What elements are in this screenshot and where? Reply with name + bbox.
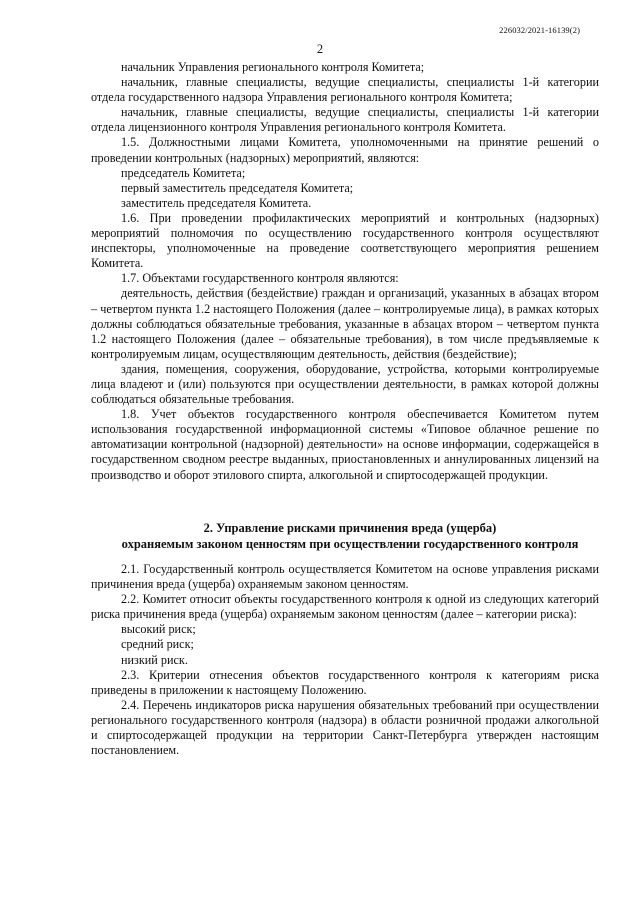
- section-body: [91, 562, 599, 758]
- paragraph: первый заместитель председателя Комитета;: [121, 180, 354, 195]
- paragraph: начальник Управления регионального контроля Комитета;: [121, 60, 425, 74]
- list-item: высокий риск;: [121, 622, 196, 637]
- paragraph: начальник, главные специалисты, ведущие специалисты, специалисты 1-й категории отдела государственного надзора Управления регионального контроля Комитета;: [91, 75, 599, 105]
- section-heading: [60, 521, 640, 552]
- list-item: низкий риск.: [121, 652, 188, 667]
- section-title-line-1: 2. Управление рисками причинения вреда (ущерба): [203, 521, 497, 535]
- paragraph: деятельность, действия (бездействие) граждан и организаций, указанных в абзацах втором – четвертом пункта 1.2 настоящего Положения (далее – контролируемые лица), в рамках которых должны соблюдаться обязательные требования, указанные в абзацах втором – четвертом пункта 1.2 настоящего Положения (далее – обязательные требования), в том числе предъявляемые к контролируемым лицам, осуществляющим деятельность, действия (бездействие);: [91, 286, 599, 361]
- section-title-line-2: охраняемым законом ценностям при осуществлении государственного контроля: [121, 536, 579, 551]
- paragraph: 2.2. Комитет относит объекты государственного контроля к одной из следующих категорий риска причинения вреда (ущерба) охраняемым законом ценностям (далее – категории риска):: [91, 592, 599, 622]
- paragraph: здания, помещения, сооружения, оборудование, устройства, которыми контролируемые лица владеют и (или) пользуются при осуществлении деятельности, в рамках которой должны соблюдаться обязательные требования.: [91, 361, 599, 407]
- paragraph: 2.4. Перечень индикаторов риска нарушения обязательных требований при осуществлении регионального государственного контроля (надзора) в области розничной продажи алкогольной и спиртосодержащей продукции на территории Санкт-Петербурга утвержден настоящим постановлением.: [91, 697, 599, 758]
- paragraph: 1.5. Должностными лицами Комитета, уполномоченными на принятие решений о проведении контрольных (надзорных) мероприятий, являются:: [91, 135, 599, 165]
- paragraph: председатель Комитета;: [121, 165, 246, 180]
- paragraph: 1.8. Учет объектов государственного контроля обеспечивается Комитетом путем использования государственной информационной системы «Типовое облачное решение по автоматизации контрольной (надзорной) деятельности» на основе информации, содержащейся в государственном сводном реестре выданных, приостановленных и аннулированных лицензий на производство и оборот этилового спирта, алкогольной и спиртосодержащей продукции.: [91, 407, 599, 482]
- document-number: 226032/2021-16139(2): [499, 25, 580, 35]
- page-number: 2: [316, 42, 324, 56]
- paragraph: 1.7. Объектами государственного контроля являются:: [121, 271, 399, 286]
- paragraph: 2.1. Государственный контроль осуществляется Комитетом на основе управления рисками причинения вреда (ущерба) охраняемым законом ценностям.: [91, 562, 599, 592]
- document-body: [91, 60, 599, 483]
- paragraph: 1.6. При проведении профилактических мероприятий и контрольных (надзорных) мероприятий полномочия по осуществлению государственного контроля осуществляют инспекторы, уполномоченные на проведение соответствующего мероприятия решением Комитета.: [91, 210, 599, 271]
- paragraph: начальник, главные специалисты, ведущие специалисты, специалисты 1-й категории отдела лицензионного контроля Управления регионального контроля Комитета.: [91, 105, 599, 135]
- paragraph: заместитель председателя Комитета.: [121, 195, 312, 210]
- paragraph: 2.3. Критерии отнесения объектов государственного контроля к категориям риска приведены в приложении к настоящему Положению.: [91, 667, 599, 697]
- list-item: средний риск;: [121, 637, 194, 652]
